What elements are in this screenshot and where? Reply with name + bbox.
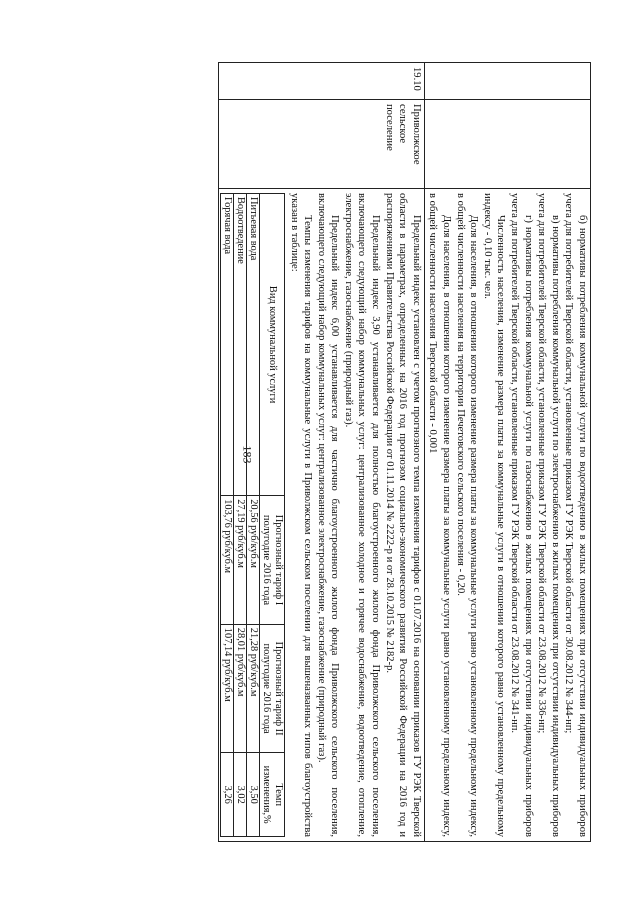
tariff-header: Вид коммунальной услуги xyxy=(259,194,284,496)
tariff-header: Прогнозный тариф I полугодие 2016 года xyxy=(259,496,284,625)
rotated-page-content xyxy=(71,62,591,842)
paragraph: в) нормативы потребления коммунальной услуги по электроснабжению в жилых помещениях при отсутствии индивидуальных приборов учета для потребителей Тверской области, установленные приказом ГУ РЭК Тверской области от 23.08.2012 № 336-нп; xyxy=(536,193,561,837)
tariff-cell: 20,56 руб/куб.м xyxy=(246,496,259,625)
tariff-cell: 21,28 руб/куб.м xyxy=(246,624,259,753)
row-number-cell: 19.10 xyxy=(218,63,424,100)
tariff-row xyxy=(246,194,259,837)
tariff-table xyxy=(220,193,285,837)
tariff-cell: Горячая вода xyxy=(220,194,233,496)
paragraph: Предельный индекс 3,90 устанавливается для полностью благоустроенного жилого фонда Приволжского сельского поселения, включающего следующий набор коммунальных услуг: централизованное холодное и горячее водоснабжение, водоотведение, отопление, электроснабжение, газоснабжение (природный газ). xyxy=(342,193,382,837)
tariff-cell: 107,14 руб/куб.м xyxy=(220,624,233,753)
tariff-cell: 3,50 xyxy=(246,753,259,837)
tariff-row xyxy=(220,194,233,837)
tariff-cell: 3,02 xyxy=(233,753,246,837)
municipal-index-table xyxy=(218,62,591,842)
tariff-cell: 103,76 руб/куб.м xyxy=(220,496,233,625)
paragraph: г) нормативы потребления коммунальной услуги по газоснабжению в жилых помещениях при отсутствии индивидуальных приборов учета для потребителей Тверской области, установленные приказом ГУ РЭК Тверской области от 23.08.2012 № 341-нп. xyxy=(509,193,534,837)
table-row xyxy=(218,63,424,842)
tariff-cell: Питьевая вода xyxy=(246,194,259,496)
paragraph: Предельный индекс установлен с учетом прогнозного темпа изменения тарифов с 01.07.2016 на основании приказов ГУ РЭК Тверской области в параметрах, определенных на 2016 год прогнозом социально-экономического развития Российской Федерации на 2016 год и распоряжениями Правительства Российской Федерации от 01.11.2014 № 2222-р и от 28.10.2015 № 2182-р. xyxy=(383,193,422,837)
tariff-cell: Водоотведение xyxy=(233,194,246,496)
page-number: 183 xyxy=(240,445,255,464)
paragraph: Численность населения, изменение размера платы за коммунальные услуги в отношении которого равно установленному предельному индексу - 0,10 тыс. чел. xyxy=(481,193,507,837)
row-number-cell xyxy=(424,63,590,100)
tariff-row xyxy=(233,194,246,837)
description-cell xyxy=(424,189,590,842)
municipality-cell: Приволжское сельское поселение xyxy=(218,100,424,189)
paragraph: б) нормативы потребления коммунальной услуги по водоотведению в жилых помещениях при отсутствии индивидуальных приборов учета для потребителей Тверской области, установленные приказом ГУ РЭК Тверской области от 30.08.2012 № 344-нп; xyxy=(563,193,588,837)
tariff-cell: 28,01 руб/куб.м xyxy=(233,624,246,753)
table-row xyxy=(424,63,590,842)
paragraph: Доля населения, в отношении которого изменение размера платы за коммунальные услуги равно установленному предельному индексу, в общей численности населения на территории Печетовского сельского поселения - 0,20. xyxy=(454,193,480,837)
tariff-header: Темп изменения,% xyxy=(259,753,284,837)
tariff-header: Прогнозный тариф II полугодие 2016 года xyxy=(259,624,284,753)
tariff-cell: 27,19 руб/куб.м xyxy=(233,496,246,625)
paragraph: Предельный индекс 6,00 устанавливается для частично благоустроенного жилого фонда Приволжского сельского поселения, включающего следующий набор коммунальных услуг: централизованное электроснабжение, газоснабжение (природный газ). xyxy=(315,193,341,837)
tariff-header-row xyxy=(259,194,284,837)
paragraph: Темпы изменения тарифов на коммунальные услуги в Приволжском сельском поселении для вышеназванных типов благоустройства указан в таблице: xyxy=(288,193,314,837)
description-cell xyxy=(218,189,424,842)
paragraph: Доля населения, в отношении которого изменение размера платы за коммунальные услуги равно установленному предельному индексу, в общей численности населения Тверской области - 0,001 xyxy=(427,193,453,837)
municipality-cell xyxy=(424,100,590,189)
tariff-cell: 3,26 xyxy=(220,753,233,837)
